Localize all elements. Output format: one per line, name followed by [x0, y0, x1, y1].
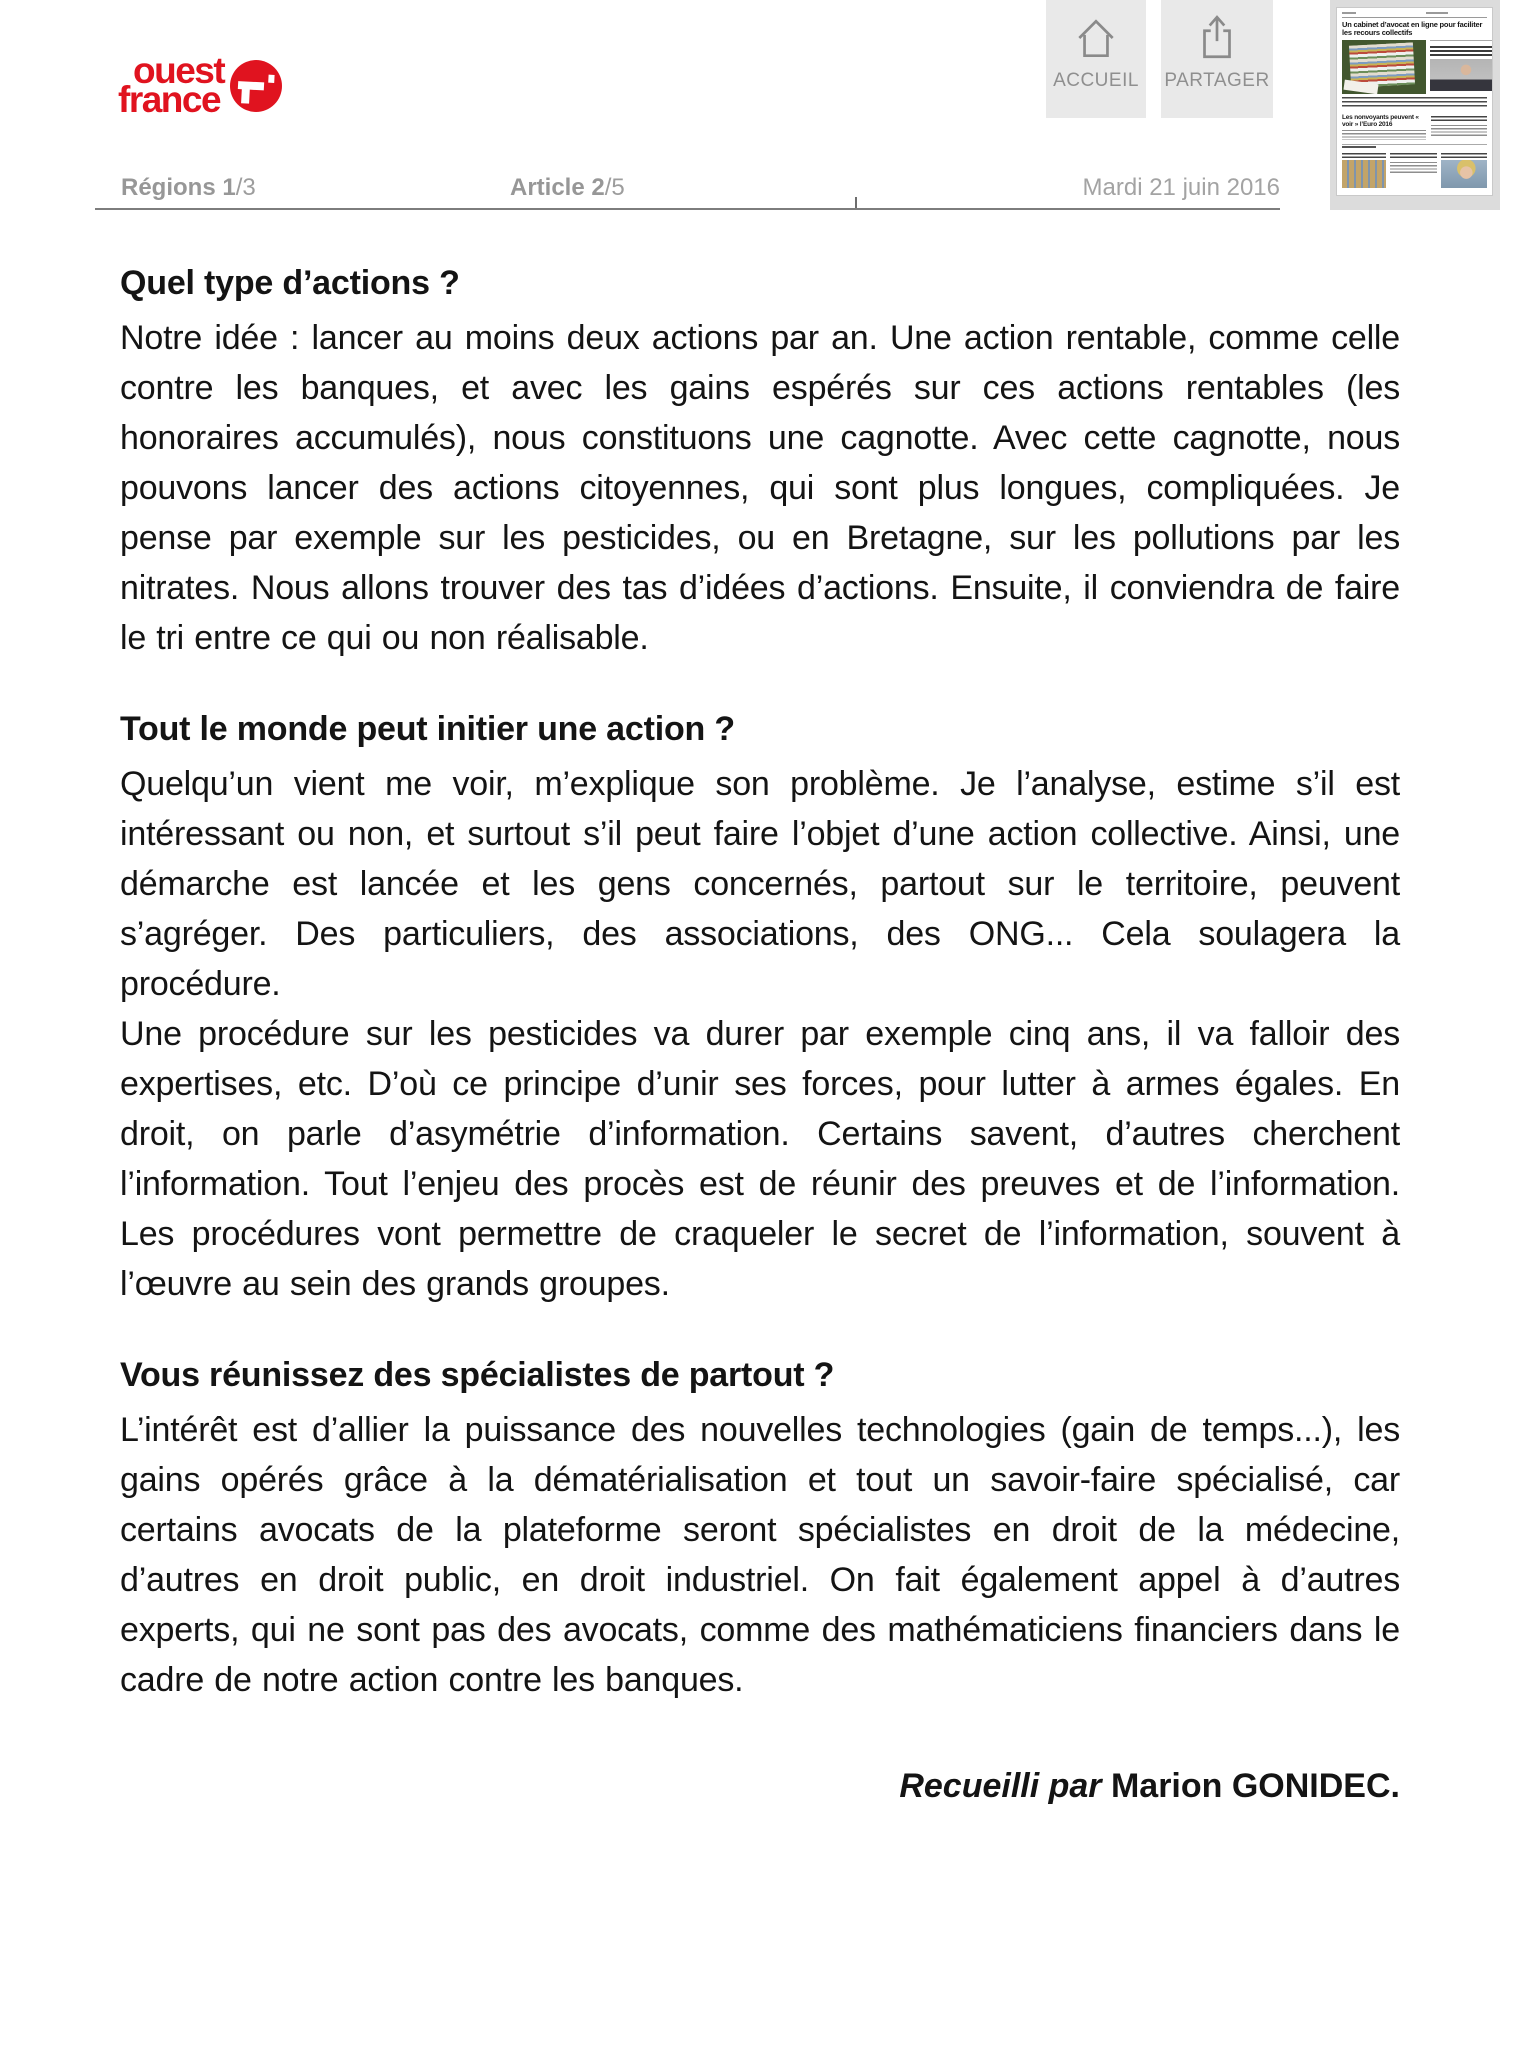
thumbnail-masthead	[1342, 12, 1487, 18]
rule-tick	[855, 197, 857, 208]
article-indicator: Article 2/5	[510, 174, 625, 201]
article-body	[120, 209, 1400, 1806]
thumbnail-photo-portrait	[1430, 59, 1492, 91]
pagination-header	[95, 170, 1280, 210]
thumbnail-photo-woman	[1441, 160, 1487, 188]
share-icon	[1192, 12, 1242, 64]
article-paragraph: Notre idée : lancer au moins deux actions par an. Une action rentable, comme celle contre les banques, et avec les gains espérés sur ces actions rentables (les honoraires accumulés), nous constituons une cagnotte. Avec cette cagnotte, nous pouvons lancer des actions citoyennes, qui sont plus longues, compliquées. Je pense par exemple sur les pesticides, ou en Bretagne, sur les pollutions par les nitrates. Nous allons trouver des tas d’idées d’actions. Ensuite, il conviendra de faire le tri entre ce qui ou non réalisable.	[120, 319, 1400, 657]
home-icon	[1071, 12, 1121, 64]
share-button-label: PARTAGER	[1164, 70, 1270, 91]
thumbnail-page	[1336, 7, 1493, 196]
home-button-label: ACCUEIL	[1053, 70, 1139, 91]
article-section	[120, 261, 1400, 663]
edition-date: Mardi 21 juin 2016	[1082, 174, 1280, 201]
thumbnail-photo-bales	[1342, 160, 1386, 188]
thumbnail-text-lines	[1342, 153, 1386, 160]
ouest-france-wordmark	[118, 50, 225, 120]
logo-word-ouest: ouest	[133, 50, 225, 91]
section-heading: Vous réunissez des spécialistes de partout ?	[120, 1356, 835, 1394]
article-paragraph: Une procédure sur les pesticides va durer par exemple cinq ans, il va falloir des expertises, etc. D’où ce principe d’unir ses forces, pour lutter à armes égales. En droit, on parle d’asymétrie d’information. Certains savent, d’autres cherchent l’information. Tout l’enjeu des procès est de réunir des preuves et de l’information. Les procédures vont permettre de craqueler le secret de l’information, souvent à l’œuvre au sein des grands groupes.	[120, 1015, 1400, 1303]
article-paragraph: L’intérêt est d’allier la puissance des nouvelles technologies (gain de temps...), les gains opérés grâce à la dématérialisation et tout un savoir-faire spécialisé, car certains avocats de la plateforme seront spécialistes en droit de la médecine, d’autres en droit public, en droit industriel. On fait également appel à d’autres experts, qui ne sont pas des avocats, comme des mathématiciens financiers dans le cadre de notre action contre les banques.	[120, 1411, 1400, 1699]
section-heading: Tout le monde peut initier une action ?	[120, 710, 735, 748]
article-paragraph: Quelqu’un vient me voir, m’explique son problème. Je l’analyse, estime s’il est intéressant ou non, et surtout s’il peut faire l’objet d’une action collective. Ainsi, une démarche est lancée et les gens concernés, partout sur le territoire, peuvent s’agréger. Des particuliers, des associations, des ONG... Cela soulagera la procédure.	[120, 765, 1400, 1003]
home-button[interactable]	[1046, 0, 1146, 118]
article-section	[120, 1353, 1400, 1705]
thumbnail-text-lines	[1441, 153, 1487, 160]
thumbnail-quote-lines	[1430, 46, 1492, 56]
thumbnail-photo-folders	[1342, 40, 1426, 94]
byline	[120, 1767, 1400, 1806]
thumbnail-text-lines	[1431, 125, 1487, 137]
thumbnail-text-lines	[1390, 162, 1437, 174]
thumbnail-text-lines	[1342, 130, 1426, 140]
share-button[interactable]	[1161, 0, 1273, 118]
byline-prefix: Recueilli par	[899, 1767, 1111, 1805]
thumbnail-headline: Un cabinet d’avocat en ligne pour faciliter les recours collectifs	[1342, 20, 1483, 37]
thumbnail-text-lines	[1430, 40, 1492, 44]
byline-author: Marion GONIDEC.	[1110, 1767, 1400, 1805]
thumbnail-caption-lines	[1342, 97, 1487, 109]
newspaper-page-thumbnail[interactable]	[1330, 0, 1500, 210]
thumbnail-brief-rule	[1342, 144, 1487, 148]
article-section	[120, 707, 1400, 1309]
ouest-france-bridge-icon	[230, 60, 282, 112]
thumbnail-text-lines	[1431, 116, 1487, 123]
ouest-france-logo[interactable]	[118, 50, 282, 120]
thumbnail-text-lines	[1390, 153, 1437, 160]
section-heading: Quel type d’actions ?	[120, 264, 460, 302]
thumbnail-subheadline: Les nonvoyants peuvent « voir » l’Euro 2016	[1342, 114, 1419, 128]
logo-word-france: france	[118, 79, 221, 120]
section-indicator: Régions 1/3	[121, 174, 256, 201]
